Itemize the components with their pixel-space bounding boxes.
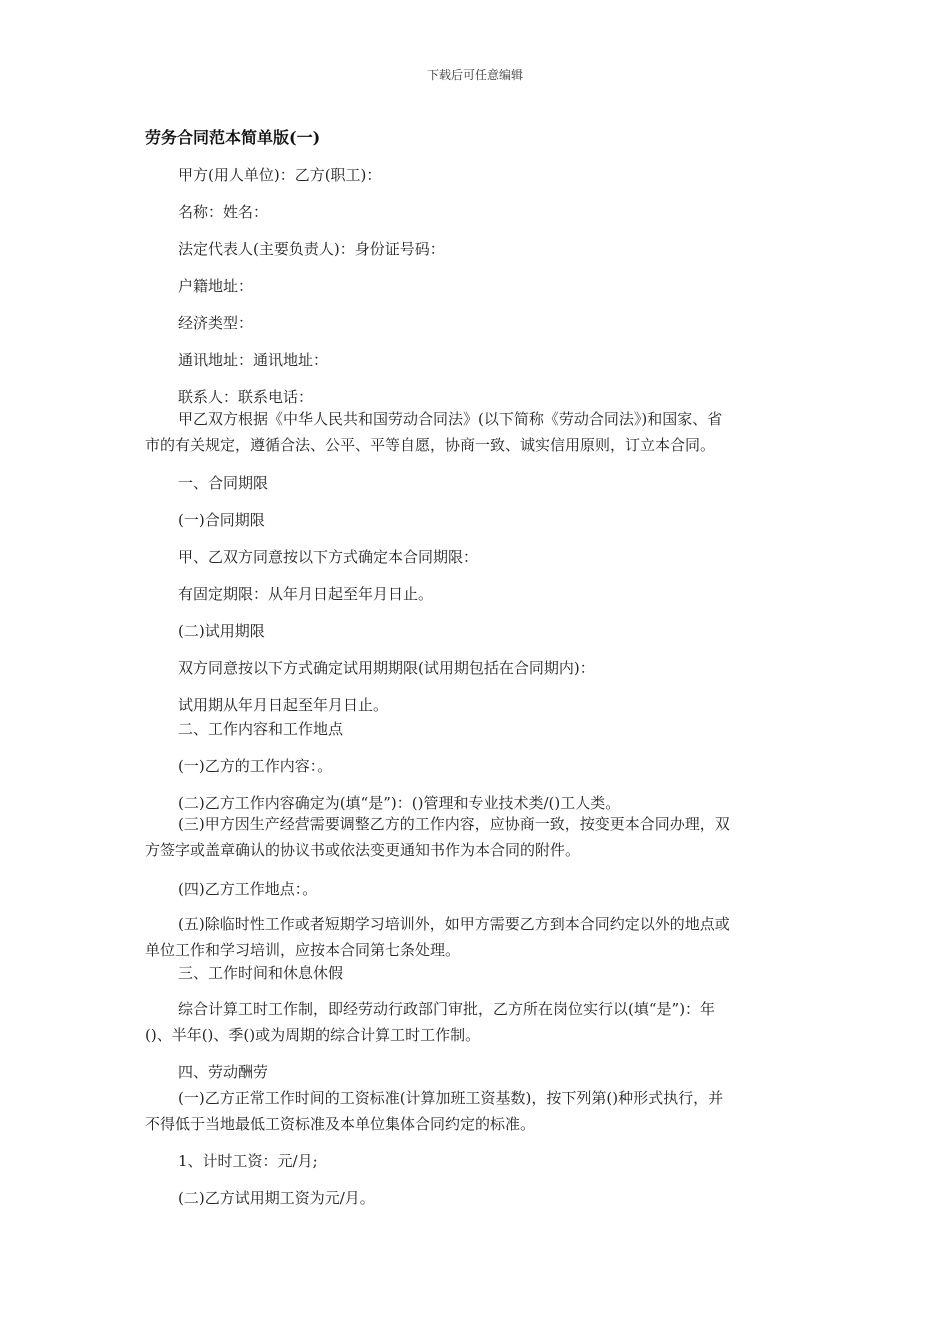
section-2-3-paragraph [145,811,800,863]
section-3-rest-line: ()、半年()、季()或为周期的综合计算工时工作制。 [145,1026,481,1044]
name-line: 名称：姓名： [178,203,269,221]
parties-line: 甲方(用人单位)：乙方(职工)： [178,166,382,184]
section-2-heading: 二、工作内容和工作地点 [178,720,344,738]
section-4-heading: 四、劳动酬劳 [178,1063,269,1081]
section-2-5-paragraph [145,911,800,963]
document-title: 劳务合同范本简单版(一) [145,128,321,147]
section-2-5-rest-line: 单位工作和学习培训，应按本合同第七条处理。 [145,941,461,959]
preamble-paragraph [145,406,800,458]
household-line: 户籍地址： [178,277,254,295]
section-1-1-text: 甲、乙双方同意按以下方式确定本合同期限： [178,548,479,566]
section-2-5-first-line: (五)除临时性工作或者短期学习培训外，如甲方需要乙方到本合同约定以外的地点或 [178,915,730,933]
section-3-first-line: 综合计算工时工作制，即经劳动行政部门审批，乙方所在岗位实行以(填“是”)：年 [178,1000,716,1018]
section-4-2: (二)乙方试用期工资为元/月。 [178,1189,375,1207]
section-4-1-rest-line: 不得低于当地最低工资标准及本单位集体合同约定的标准。 [145,1115,536,1133]
section-4-1-paragraph [145,1085,800,1137]
section-4-1-first-line: (一)乙方正常工作时间的工资标准(计算加班工资基数)，按下列第()种形式执行，并 [178,1089,724,1107]
section-2-3-rest-line: 方签字或盖章确认的协议书或依法变更通知书作为本合同的附件。 [145,841,581,859]
section-4-pay-line: 1、计时工资：元/月; [178,1152,318,1170]
contact-line: 联系人：联系电话： [178,388,314,406]
section-1-1-heading: (一)合同期限 [178,511,265,529]
preamble-rest-line: 市的有关规定，遵循合法、公平、平等自愿，协商一致、诚实信用原则，订立本合同。 [145,436,716,454]
section-2-2: (二)乙方工作内容确定为(填“是”)：()管理和专业技术类/()工人类。 [178,794,621,812]
address-line: 通讯地址：通讯地址： [178,351,329,369]
section-1-heading: 一、合同期限 [178,474,269,492]
section-3-paragraph [145,996,800,1048]
econ-type-line: 经济类型： [178,314,254,332]
section-1-2-period: 试用期从年月日起至年月日止。 [178,696,389,714]
section-1-1-fixed-term: 有固定期限：从年月日起至年月日止。 [178,585,434,603]
section-2-4: (四)乙方工作地点：。 [178,880,318,898]
section-2-3-first-line: (三)甲方因生产经营需要调整乙方的工作内容，应协商一致，按变更本合同办理，双 [178,815,730,833]
section-2-1: (一)乙方的工作内容：。 [178,757,333,775]
header-note: 下载后可任意编辑 [426,68,523,82]
section-3-heading: 三、工作时间和休息休假 [178,964,344,982]
preamble-first-line: 甲乙双方根据《中华人民共和国劳动合同法》(以下简称《劳动合同法》)和国家、省 [178,410,723,428]
section-1-2-text: 双方同意按以下方式确定试用期期限(试用期包括在合同期内)： [178,659,595,677]
section-1-2-heading: (二)试用期限 [178,622,265,640]
legal-rep-line: 法定代表人(主要负责人)：身份证号码： [178,240,445,258]
